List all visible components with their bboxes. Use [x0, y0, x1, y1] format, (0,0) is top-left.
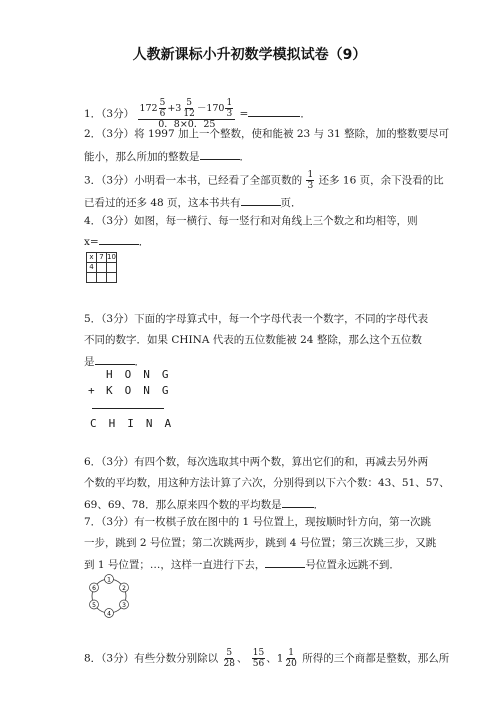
svg-text:2: 2 [122, 585, 126, 592]
question-4-line-1: 4．（3分）如图，每一横行、每一竖行和对角线上三个数之和均相等，则 [84, 215, 418, 227]
question-2-line-2: 能小，那么所加的整数是 ． [84, 148, 250, 164]
question-6-line-2: 个数的平均数，用这种方法计算了六次，分别得到以下六个数：43、51、57、 [84, 477, 450, 489]
svg-text:6: 6 [92, 585, 96, 592]
question-6-line-1: 6．（3分）有四个数，每次选取其中两个数，算出它们的和，再减去另外两 [84, 456, 429, 468]
sum-line [92, 408, 164, 409]
page-title: 人教新课标小升初数学模拟试卷（9） [132, 47, 367, 63]
position-5 [90, 600, 99, 609]
answer-blank[interactable] [95, 353, 135, 365]
question-1-expression: 172 $\frac{5}{6}$ +3 $\frac{5}{12}$ －170 $\frac{1}{3}$ 0．8×0．25 [138, 98, 235, 130]
svg-text:5: 5 [92, 602, 96, 609]
question-1-prefix: 1．（3分） [84, 108, 135, 120]
answer-blank[interactable] [200, 148, 240, 160]
question-7-line-3: 到 1 号位置；…，这样一直进行下去， 号位置永远跳不到． [84, 556, 400, 572]
question-3-line-1: 3．（3分）小明看一本书，已经看了全部页数的 $\frac{1}{3}$ 还多 16 页，余下没看的比 [84, 170, 444, 191]
position-2 [120, 583, 129, 592]
plus-sign: + [88, 384, 95, 397]
grid-cell: 7 [97, 253, 107, 263]
position-4 [105, 609, 114, 618]
position-6 [90, 583, 99, 592]
question-8-line-1: 8．（3分）有些分数分别除以 $\frac{5}{28}$ 、 $\frac{15}{56}$ 、1 $\frac{1}{20}$ 所得的三个商都是整数，那么所 [84, 648, 450, 669]
grid-cell [107, 273, 117, 283]
grid-cell: 10 [107, 253, 116, 261]
result-word: CHINA [90, 417, 184, 430]
magic-square-grid [86, 252, 117, 283]
question-7-line-1: 7．（3分）有一枚棋子放在图中的 1 号位置上，现按顺时针方向，第一次跳 [84, 516, 431, 528]
position-1 [105, 575, 114, 584]
grid-cell: x [87, 253, 97, 263]
answer-blank[interactable] [282, 496, 314, 508]
question-1: 1．（3分） 172 $\frac{5}{6}$ +3 $\frac{5}{12}$ －170 $\frac{1}{3}$ 0．8×0．25 = ． [84, 98, 311, 130]
question-6-line-3: 69、69、78．那么原来四个数的平均数是 ． [84, 496, 324, 512]
question-3-line-2: 已看过的还多 48 页，这本书共有 页． [84, 194, 302, 210]
addend-word-2: KONG [106, 384, 181, 397]
grid-cell [97, 263, 107, 273]
grid-cell [87, 273, 97, 283]
question-5-line-1: 5．（3分）下面的字母算式中，每一个字母代表一个数字，不同的字母代表 [84, 313, 429, 325]
grid-cell [107, 263, 117, 273]
svg-text:3: 3 [122, 602, 126, 609]
question-4-line-2: x= ． [84, 233, 149, 249]
answer-blank[interactable] [265, 556, 305, 568]
grid-cell: 4 [87, 263, 97, 273]
answer-blank[interactable] [99, 233, 139, 245]
answer-blank[interactable] [241, 194, 281, 206]
question-7-line-2: 一步，跳到 2 号位置；第二次跳两步，跳到 4 号位置；第三次跳三步，又跳 [84, 537, 437, 549]
svg-text:1: 1 [107, 576, 111, 584]
question-2-line-1: 2．（3分）将 1997 加上一个整数，使和能被 23 与 31 整除，加的整数要尽可 [84, 128, 450, 140]
addend-word-1: HONG [106, 368, 181, 381]
position-circle-diagram [84, 572, 134, 620]
svg-text:4: 4 [107, 610, 111, 618]
question-5-line-3: 是 ． [84, 353, 145, 369]
question-5-line-2: 不同的数字．如果 CHINA 代表的五位数能被 24 整除，那么这个五位数 [84, 334, 422, 346]
position-3 [120, 600, 129, 609]
answer-blank[interactable] [248, 105, 300, 117]
grid-cell [97, 273, 107, 283]
